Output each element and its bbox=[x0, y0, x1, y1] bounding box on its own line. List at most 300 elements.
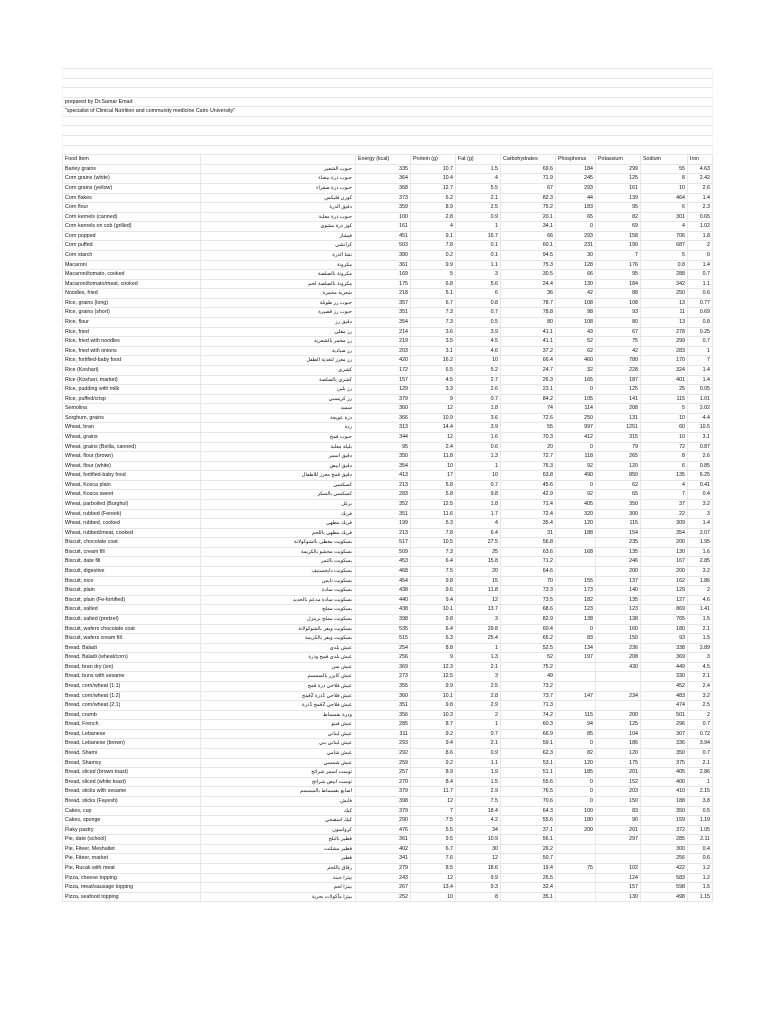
iron-cell: 1.15 bbox=[688, 892, 713, 902]
potassium-cell: 208 bbox=[596, 404, 641, 414]
potassium-cell: 104 bbox=[596, 729, 641, 739]
phosphorus-cell: 147 bbox=[556, 691, 596, 701]
potassium-cell: 83 bbox=[596, 806, 641, 816]
protein-cell: 9.4 bbox=[411, 595, 456, 605]
energy-cell: 360 bbox=[356, 691, 411, 701]
arabic-name: بسكويت سادة مدعم بالحديد bbox=[201, 595, 356, 605]
arabic-name: كوز ذرة مشوي bbox=[201, 222, 356, 232]
protein-cell: 9.8 bbox=[411, 701, 456, 711]
potassium-cell: 184 bbox=[596, 279, 641, 289]
fat-cell: 6 bbox=[456, 289, 501, 299]
fat-cell: 5.5 bbox=[456, 183, 501, 193]
energy-cell: 420 bbox=[356, 356, 411, 366]
sodium-cell: 342 bbox=[641, 279, 688, 289]
table-row bbox=[63, 586, 713, 596]
protein-cell: 3.6 bbox=[411, 327, 456, 337]
carbohydrates-cell: 35.1 bbox=[501, 892, 556, 902]
fat-cell: 18.6 bbox=[456, 863, 501, 873]
iron-cell: 2.6 bbox=[688, 452, 713, 462]
carbohydrates-cell: 72.6 bbox=[501, 413, 556, 423]
sodium-cell: 10 bbox=[641, 413, 688, 423]
table-row bbox=[63, 480, 713, 490]
potassium-cell: 67 bbox=[596, 327, 641, 337]
iron-cell: 1.8 bbox=[688, 231, 713, 241]
fat-cell: 2.8 bbox=[456, 691, 501, 701]
carbohydrates-cell: 59.1 bbox=[501, 739, 556, 749]
arabic-name: مكرونة بالصلصة لحم bbox=[201, 279, 356, 289]
carbohydrates-cell: 62.3 bbox=[501, 749, 556, 759]
food-name: Biscuit, salted (pretzel) bbox=[63, 614, 201, 624]
sodium-cell: 498 bbox=[641, 892, 688, 902]
sodium-cell: 37 bbox=[641, 500, 688, 510]
arabic-name: بسكويت بالتمر bbox=[201, 557, 356, 567]
potassium-cell: 203 bbox=[596, 787, 641, 797]
food-name: Wheat, flour (white) bbox=[63, 461, 201, 471]
column-header: Phosphorus bbox=[556, 155, 596, 165]
iron-cell: 4.4 bbox=[688, 413, 713, 423]
carbohydrates-cell: 73.7 bbox=[501, 691, 556, 701]
carbohydrates-cell: 41.1 bbox=[501, 327, 556, 337]
table-row bbox=[63, 863, 713, 873]
table-row bbox=[63, 854, 713, 864]
blank-row bbox=[63, 126, 713, 136]
phosphorus-cell: 128 bbox=[556, 260, 596, 270]
protein-cell: 9.1 bbox=[411, 231, 456, 241]
arabic-name: فيشار bbox=[201, 231, 356, 241]
sodium-cell: 115 bbox=[641, 394, 688, 404]
protein-cell: 10.4 bbox=[411, 174, 456, 184]
food-name: Bread, corn/wheat (2:1) bbox=[63, 701, 201, 711]
arabic-name: حبوب ذرة معلبة bbox=[201, 212, 356, 222]
protein-cell: 7.3 bbox=[411, 308, 456, 318]
protein-cell: 9.4 bbox=[411, 739, 456, 749]
iron-cell: 4.5 bbox=[688, 662, 713, 672]
potassium-cell: 108 bbox=[596, 298, 641, 308]
sodium-cell: 159 bbox=[641, 816, 688, 826]
fat-cell: 2.1 bbox=[456, 662, 501, 672]
table-row bbox=[63, 729, 713, 739]
arabic-name: دقيق ابيض bbox=[201, 461, 356, 471]
phosphorus-cell: 105 bbox=[556, 394, 596, 404]
fat-cell: 25.4 bbox=[456, 634, 501, 644]
carbohydrates-cell: 73.3 bbox=[501, 586, 556, 596]
food-name: Wheat, grains (Belila, canned) bbox=[63, 442, 201, 452]
arabic-name: ذرة عويجة bbox=[201, 413, 356, 423]
phosphorus-cell: 52 bbox=[556, 337, 596, 347]
iron-cell: 1.41 bbox=[688, 605, 713, 615]
protein-cell: 5.3 bbox=[411, 519, 456, 529]
arabic-name: بسكويت ويفر بالكريمة bbox=[201, 634, 356, 644]
energy-cell: 257 bbox=[356, 768, 411, 778]
fat-cell: 1.3 bbox=[456, 653, 501, 663]
energy-cell: 351 bbox=[356, 509, 411, 519]
carbohydrates-cell: 71.3 bbox=[501, 701, 556, 711]
iron-cell: 1.5 bbox=[688, 883, 713, 893]
table-row bbox=[63, 164, 713, 174]
carbohydrates-cell: 45.6 bbox=[501, 480, 556, 490]
potassium-cell: 200 bbox=[596, 710, 641, 720]
blank-row bbox=[63, 136, 713, 146]
fat-cell: 20 bbox=[456, 567, 501, 577]
phosphorus-cell: 173 bbox=[556, 586, 596, 596]
potassium-cell: 1251 bbox=[596, 423, 641, 433]
carbohydrates-cell: 76.3 bbox=[501, 461, 556, 471]
arabic-name: مكرونة bbox=[201, 260, 356, 270]
sodium-cell: 7 bbox=[641, 490, 688, 500]
iron-cell: 10.5 bbox=[688, 423, 713, 433]
food-name: Rice, fried with noodles bbox=[63, 337, 201, 347]
carbohydrates-cell: 55 bbox=[501, 423, 556, 433]
carbohydrates-cell: 75.3 bbox=[501, 260, 556, 270]
protein-cell: 6.7 bbox=[411, 298, 456, 308]
iron-cell: 1.86 bbox=[688, 576, 713, 586]
phosphorus-cell: 130 bbox=[556, 279, 596, 289]
protein-cell: 10.1 bbox=[411, 605, 456, 615]
iron-cell: 3.94 bbox=[688, 739, 713, 749]
energy-cell: 203 bbox=[356, 346, 411, 356]
phosphorus-cell: 138 bbox=[556, 614, 596, 624]
protein-cell: 5.8 bbox=[411, 490, 456, 500]
energy-cell: 402 bbox=[356, 844, 411, 854]
phosphorus-cell: 460 bbox=[556, 356, 596, 366]
fat-cell: 10 bbox=[456, 471, 501, 481]
phosphorus-cell: 43 bbox=[556, 327, 596, 337]
protein-cell: 12.5 bbox=[411, 672, 456, 682]
protein-cell: 4 bbox=[411, 222, 456, 232]
potassium-cell bbox=[596, 672, 641, 682]
sodium-cell: 483 bbox=[641, 691, 688, 701]
sodium-cell: 135 bbox=[641, 471, 688, 481]
protein-cell: 9.6 bbox=[411, 586, 456, 596]
carbohydrates-cell: 56.1 bbox=[501, 835, 556, 845]
energy-cell: 214 bbox=[356, 327, 411, 337]
fat-cell: 15 bbox=[456, 576, 501, 586]
potassium-cell: 95 bbox=[596, 203, 641, 213]
table-row bbox=[63, 471, 713, 481]
energy-cell: 290 bbox=[356, 816, 411, 826]
energy-cell: 476 bbox=[356, 825, 411, 835]
phosphorus-cell: 0 bbox=[556, 480, 596, 490]
protein-cell: 17 bbox=[411, 471, 456, 481]
carbohydrates-cell: 19.4 bbox=[501, 863, 556, 873]
sodium-cell: 354 bbox=[641, 528, 688, 538]
spreadsheet bbox=[62, 68, 712, 902]
potassium-cell: 137 bbox=[596, 576, 641, 586]
energy-cell: 438 bbox=[356, 605, 411, 615]
protein-cell: 7.5 bbox=[411, 816, 456, 826]
carbohydrates-cell: 66.9 bbox=[501, 729, 556, 739]
protein-cell: 6.4 bbox=[411, 624, 456, 634]
potassium-cell: 176 bbox=[596, 260, 641, 270]
table-row bbox=[63, 720, 713, 730]
potassium-cell: 228 bbox=[596, 365, 641, 375]
table-row bbox=[63, 260, 713, 270]
food-name: Wheat, grains bbox=[63, 432, 201, 442]
energy-cell: 129 bbox=[356, 385, 411, 395]
energy-cell: 283 bbox=[356, 490, 411, 500]
food-name: Bread, crumb bbox=[63, 710, 201, 720]
affiliation-row bbox=[63, 107, 713, 117]
sodium-cell: 501 bbox=[641, 710, 688, 720]
table-row bbox=[63, 365, 713, 375]
energy-cell: 364 bbox=[356, 174, 411, 184]
carbohydrates-cell: 53.1 bbox=[501, 758, 556, 768]
iron-cell: 0.7 bbox=[688, 720, 713, 730]
food-name: Wheat, Kosca plain bbox=[63, 480, 201, 490]
sodium-cell: 93 bbox=[641, 634, 688, 644]
phosphorus-cell: 134 bbox=[556, 643, 596, 653]
phosphorus-cell: 83 bbox=[556, 634, 596, 644]
sodium-cell: 401 bbox=[641, 375, 688, 385]
table-row bbox=[63, 318, 713, 328]
table-row bbox=[63, 356, 713, 366]
food-name: Biscuit, salted bbox=[63, 605, 201, 615]
food-name: Bread, bran dry (sin) bbox=[63, 662, 201, 672]
table-row bbox=[63, 452, 713, 462]
iron-cell: 0.7 bbox=[688, 337, 713, 347]
food-name: Pie, Fiteer, market bbox=[63, 854, 201, 864]
arabic-name: كرانشي bbox=[201, 241, 356, 251]
carbohydrates-cell: 60.1 bbox=[501, 241, 556, 251]
protein-cell: 7.8 bbox=[411, 528, 456, 538]
energy-cell: 453 bbox=[356, 557, 411, 567]
phosphorus-cell: 184 bbox=[556, 164, 596, 174]
potassium-cell: 780 bbox=[596, 356, 641, 366]
sodium-cell: 250 bbox=[641, 289, 688, 299]
energy-cell: 344 bbox=[356, 432, 411, 442]
carbohydrates-cell: 55.6 bbox=[501, 777, 556, 787]
column-header: Potassium bbox=[596, 155, 641, 165]
food-name: Rice, flour bbox=[63, 318, 201, 328]
fat-cell: 4 bbox=[456, 174, 501, 184]
iron-cell: 2.15 bbox=[688, 787, 713, 797]
potassium-cell: 175 bbox=[596, 758, 641, 768]
potassium-cell: 102 bbox=[596, 863, 641, 873]
potassium-cell bbox=[596, 701, 641, 711]
table-row bbox=[63, 183, 713, 193]
fat-cell: 9.8 bbox=[456, 490, 501, 500]
carbohydrates-cell: 94.5 bbox=[501, 250, 556, 260]
table-row bbox=[63, 557, 713, 567]
food-name: Sorghum, grains bbox=[63, 413, 201, 423]
protein-cell: 9.9 bbox=[411, 682, 456, 692]
carbohydrates-cell: 63.8 bbox=[501, 471, 556, 481]
arabic-name: كشري بالصلصة bbox=[201, 375, 356, 385]
fat-cell: 0.7 bbox=[456, 480, 501, 490]
food-name: Wheat, rubbed (Fereek) bbox=[63, 509, 201, 519]
phosphorus-cell: 0 bbox=[556, 385, 596, 395]
table-row bbox=[63, 576, 713, 586]
arabic-name: دقيق رز bbox=[201, 318, 356, 328]
protein-cell: 8.6 bbox=[411, 749, 456, 759]
carbohydrates-cell: 30.5 bbox=[501, 270, 556, 280]
carbohydrates-cell: 24.7 bbox=[501, 365, 556, 375]
arabic-name: بيتزا لحم bbox=[201, 883, 356, 893]
potassium-cell: 200 bbox=[596, 567, 641, 577]
arabic-name: فريك مطهي باللحم bbox=[201, 528, 356, 538]
fat-cell: 8 bbox=[456, 892, 501, 902]
table-row bbox=[63, 528, 713, 538]
sodium-cell: 22 bbox=[641, 509, 688, 519]
phosphorus-cell bbox=[556, 662, 596, 672]
iron-cell: 1.4 bbox=[688, 375, 713, 385]
table-row bbox=[63, 461, 713, 471]
carbohydrates-cell: 51.1 bbox=[501, 768, 556, 778]
protein-cell: 7.6 bbox=[411, 854, 456, 864]
protein-cell: 9.5 bbox=[411, 835, 456, 845]
energy-cell: 270 bbox=[356, 777, 411, 787]
food-name: Corn flour bbox=[63, 203, 201, 213]
food-name: Pie, Rucak with meat bbox=[63, 863, 201, 873]
fat-cell: 0.9 bbox=[456, 212, 501, 222]
arabic-name: شعرية محمرة bbox=[201, 289, 356, 299]
arabic-name: حبوب رز قصيرة bbox=[201, 308, 356, 318]
potassium-cell: 187 bbox=[596, 375, 641, 385]
carbohydrates-cell: 78.8 bbox=[501, 308, 556, 318]
fat-cell: 25 bbox=[456, 547, 501, 557]
sodium-cell: 256 bbox=[641, 854, 688, 864]
sodium-cell: 449 bbox=[641, 662, 688, 672]
header-row bbox=[63, 155, 713, 165]
sodium-cell: 336 bbox=[641, 739, 688, 749]
table-row bbox=[63, 375, 713, 385]
fat-cell: 1.7 bbox=[456, 509, 501, 519]
protein-cell: 10 bbox=[411, 892, 456, 902]
table-row bbox=[63, 567, 713, 577]
food-name: Cakes, sponge bbox=[63, 816, 201, 826]
arabic-name: كسكسي بالسكر bbox=[201, 490, 356, 500]
food-name: Biscuit, plain (Fe-fortified) bbox=[63, 595, 201, 605]
arabic-name: عيش لبناني بني bbox=[201, 739, 356, 749]
iron-cell: 3.2 bbox=[688, 691, 713, 701]
carbohydrates-cell: 60.3 bbox=[501, 720, 556, 730]
arabic-name: عيش فلاحي 2قمح 1ذرة bbox=[201, 701, 356, 711]
food-name: Rice, fried with onions bbox=[63, 346, 201, 356]
iron-cell: 7 bbox=[688, 356, 713, 366]
table-row bbox=[63, 691, 713, 701]
phosphorus-cell bbox=[556, 567, 596, 577]
sodium-cell: 307 bbox=[641, 729, 688, 739]
arabic-name: عيش كايزر بالسمسم bbox=[201, 672, 356, 682]
energy-cell: 517 bbox=[356, 538, 411, 548]
phosphorus-cell: 168 bbox=[556, 547, 596, 557]
food-name: Macaroni/tomato/meat, cooked bbox=[63, 279, 201, 289]
blank-row bbox=[63, 88, 713, 98]
table-row bbox=[63, 298, 713, 308]
arabic-name: حبوب رز طويلة bbox=[201, 298, 356, 308]
energy-cell: 360 bbox=[356, 404, 411, 414]
fat-cell: 11.8 bbox=[456, 586, 501, 596]
sodium-cell: 330 bbox=[641, 672, 688, 682]
potassium-cell bbox=[596, 854, 641, 864]
fat-cell: 2.7 bbox=[456, 375, 501, 385]
phosphorus-cell: 0 bbox=[556, 777, 596, 787]
phosphorus-cell: 412 bbox=[556, 432, 596, 442]
arabic-name: توست اسمر شرائح bbox=[201, 768, 356, 778]
energy-cell: 509 bbox=[356, 547, 411, 557]
potassium-cell: 120 bbox=[596, 749, 641, 759]
phosphorus-cell: 231 bbox=[556, 241, 596, 251]
phosphorus-cell: 245 bbox=[556, 174, 596, 184]
phosphorus-cell: 250 bbox=[556, 413, 596, 423]
carbohydrates-cell: 71.4 bbox=[501, 500, 556, 510]
food-name: Biscuit, digestive bbox=[63, 567, 201, 577]
carbohydrates-cell: 42.9 bbox=[501, 490, 556, 500]
table-row bbox=[63, 634, 713, 644]
phosphorus-cell: 188 bbox=[556, 528, 596, 538]
potassium-cell: 236 bbox=[596, 643, 641, 653]
sodium-cell: 5 bbox=[641, 404, 688, 414]
phosphorus-cell: 490 bbox=[556, 471, 596, 481]
carbohydrates-cell: 70.3 bbox=[501, 432, 556, 442]
energy-cell: 259 bbox=[356, 758, 411, 768]
food-name: Rice, fried bbox=[63, 327, 201, 337]
sodium-cell: 369 bbox=[641, 653, 688, 663]
carbohydrates-cell: 73.2 bbox=[501, 682, 556, 692]
column-header: Fat (g) bbox=[456, 155, 501, 165]
iron-cell: 4.6 bbox=[688, 595, 713, 605]
table-row bbox=[63, 614, 713, 624]
table-row bbox=[63, 432, 713, 442]
food-name: Corn flakes bbox=[63, 193, 201, 203]
energy-cell: 95 bbox=[356, 442, 411, 452]
carbohydrates-cell: 69.6 bbox=[501, 164, 556, 174]
iron-cell: 1 bbox=[688, 777, 713, 787]
phosphorus-cell bbox=[556, 854, 596, 864]
fat-cell: 2.6 bbox=[456, 385, 501, 395]
energy-cell: 366 bbox=[356, 413, 411, 423]
sodium-cell: 372 bbox=[641, 825, 688, 835]
sodium-cell: 285 bbox=[641, 835, 688, 845]
energy-cell: 380 bbox=[356, 250, 411, 260]
iron-cell: 1.5 bbox=[688, 614, 713, 624]
column-header: Iron bbox=[688, 155, 713, 165]
carbohydrates-cell: 37.2 bbox=[501, 346, 556, 356]
carbohydrates-cell: 35.4 bbox=[501, 519, 556, 529]
carbohydrates-cell: 78.7 bbox=[501, 298, 556, 308]
arabic-name: كرواسون bbox=[201, 825, 356, 835]
energy-cell: 254 bbox=[356, 643, 411, 653]
table-row bbox=[63, 490, 713, 500]
iron-cell: 2.3 bbox=[688, 203, 713, 213]
potassium-cell: 141 bbox=[596, 394, 641, 404]
blank-row bbox=[63, 116, 713, 126]
protein-cell: 4.5 bbox=[411, 375, 456, 385]
arabic-name: رز صيادية bbox=[201, 346, 356, 356]
food-name: Bread, Lebanese bbox=[63, 729, 201, 739]
phosphorus-cell: 115 bbox=[556, 710, 596, 720]
potassium-cell: 850 bbox=[596, 471, 641, 481]
protein-cell: 7.8 bbox=[411, 241, 456, 251]
sodium-cell: 278 bbox=[641, 327, 688, 337]
potassium-cell: 65 bbox=[596, 490, 641, 500]
fat-cell: 10.9 bbox=[456, 835, 501, 845]
energy-cell: 454 bbox=[356, 576, 411, 586]
sodium-cell: 129 bbox=[641, 586, 688, 596]
table-row bbox=[63, 643, 713, 653]
iron-cell: 0.25 bbox=[688, 327, 713, 337]
arabic-name: سميد bbox=[201, 404, 356, 414]
potassium-cell: 125 bbox=[596, 720, 641, 730]
sodium-cell: 338 bbox=[641, 643, 688, 653]
table-row bbox=[63, 500, 713, 510]
iron-cell: 0.65 bbox=[688, 212, 713, 222]
table-row bbox=[63, 662, 713, 672]
arabic-name: رز محمر بالشعرية bbox=[201, 337, 356, 347]
sodium-cell: 10 bbox=[641, 432, 688, 442]
sodium-cell: 765 bbox=[641, 614, 688, 624]
protein-cell: 11.7 bbox=[411, 787, 456, 797]
